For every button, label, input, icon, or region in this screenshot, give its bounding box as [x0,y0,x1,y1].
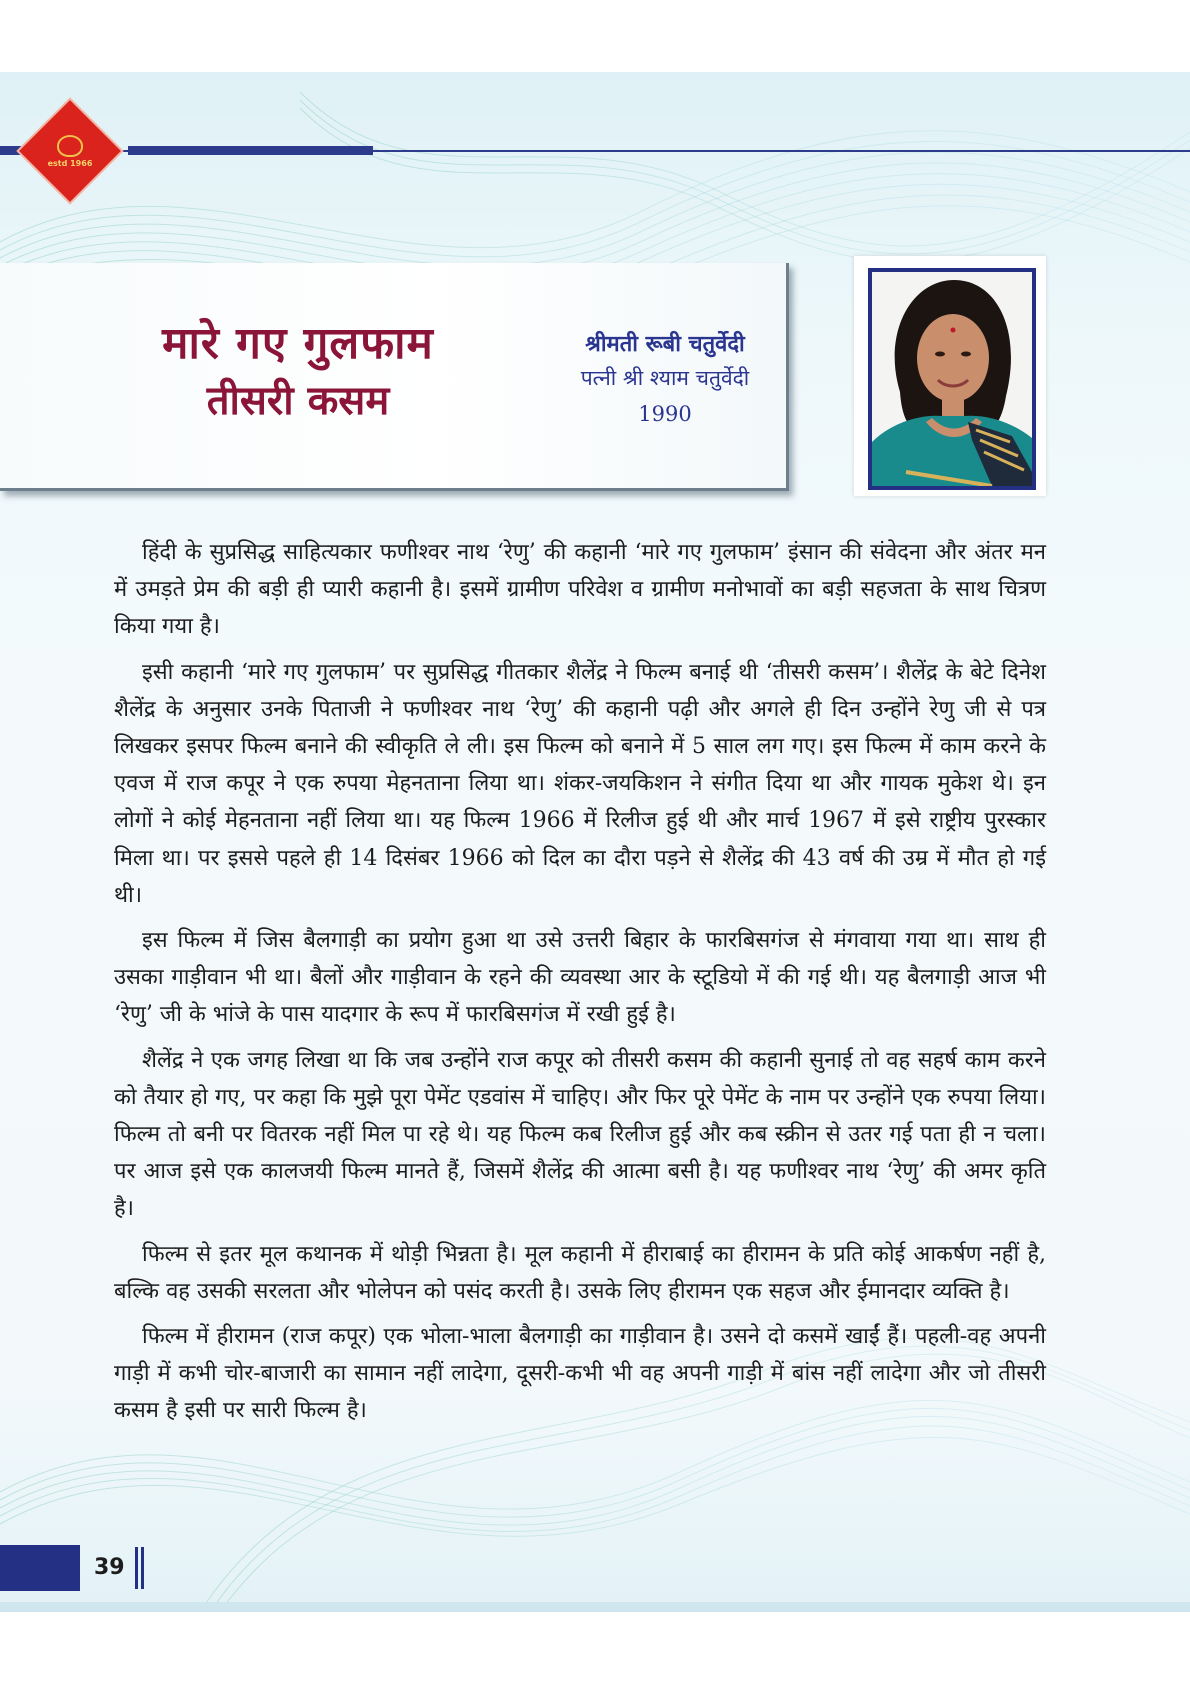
article-paragraph: इसी कहानी ‘मारे गए गुलफाम’ पर सुप्रसिद्ध गीतकार शैलेंद्र ने फिल्म बनाई थी ‘तीसरी कसम’। शैलेंद्र के बेटे दिनेश शैलेंद्र के अनुसार उनके पिताजी ने फणीश्वर नाथ ‘रेणु’ की कहानी पढ़ी और अगले ही दिन उन्होंने रेणु जी से पत्र लिखकर इसपर फिल्म बनाने की स्वीकृति ले ली। इस फिल्म को बनाने में 5 साल लग गए। इस फिल्म में काम करने के एवज में राज कपूर ने एक रुपया मेहनताना लिया था। शंकर-जयकिशन ने संगीत दिया था और गायक मुकेश थे। इन लोगों ने कोई मेहनताना नहीं लिया था। यह फिल्म 1966 में रिलीज हुई थी और मार्च 1967 में इसे राष्ट्रीय पुरस्कार मिला था। पर इससे पहले ही 14 दिसंबर 1966 को दिल का दौरा पड़ने से शैलेंद्र की 43 वर्ष की उम्र में मौत हो गई थी। [114,659,1046,908]
article-paragraph: फिल्म से इतर मूल कथानक में थोड़ी भिन्नता है। मूल कहानी में हीराबाई का हीरामन के प्रति कोई आकर्षण नहीं है, बल्कि वह उसकी सरलता और भोलेपन को पसंद करती है। उसके लिए हीरामन एक सहज और ईमानदार व्यक्ति है। [114,1241,1046,1304]
page-number-block [0,1545,80,1591]
article-body [114,534,1046,1438]
article-paragraph: हिंदी के सुप्रसिद्ध साहित्यकार फणीश्वर नाथ ‘रेणु’ की कहानी ‘मारे गए गुलफाम’ इंसान की संवेदना और अंतर मन में उमड़ते प्रेम की बड़ी ही प्यारी कहानी है। इसमें ग्रामीण परिवेश व ग्रामीण मनोभावों का बड़ी सहजता के साथ चित्रण किया गया है। [114,540,1046,640]
article-paragraph: फिल्म में हीरामन (राज कपूर) एक भोला-भाला बैलगाड़ी का गाड़ीवान है। उसने दो कसमें खाईं हैं। पहली-वह अपनी गाड़ी में कभी चोर-बाजारी का सामान नहीं लादेगा, दूसरी-कभी भी वह अपनी गाड़ी में बांस नहीं लादेगा और जो तीसरी कसम है इसी पर सारी फिल्म है। [114,1324,1046,1424]
article-paragraph: इस फिल्म में जिस बैलगाड़ी का प्रयोग हुआ था उसे उत्तरी बिहार के फारबिसगंज से मंगवाया गया था। साथ ही उसका गाड़ीवान भी था। बैलों और गाड़ीवान के रहने की व्यवस्था आर के स्टूडियो में की गई थी। यह बैलगाड़ी आज भी ‘रेणु’ जी के भांजे के पास यादगार के रूप में फारबिसगंज में रखी हुई है। [114,928,1046,1028]
logo-estd-text: estd 1966 [47,158,93,168]
author-year: 1990 [638,402,692,426]
page-number-divider [141,1547,144,1589]
page-number: 39 [94,1555,125,1580]
header-rule-accent [128,146,373,155]
author-block [560,327,770,433]
page-number-divider [135,1547,138,1589]
article-subtitle: तीसरी कसम [206,378,390,424]
author-name: श्रीमती रूबी चतुर्वेदी [585,331,745,357]
article-paragraph: शैलेंद्र ने एक जगह लिखा था कि जब उन्होंने राज कपूर को तीसरी कसम की कहानी सुनाई तो वह सहर्ष काम करने को तैयार हो गए, पर कहा कि मुझे पूरा पेमेंट एडवांस में चाहिए। और फिर पूरे पेमेंट के नाम पर उन्होंने एक रुपया लिया। फिल्म तो बनी पर वितरक नहीं मिल पा रहे थे। यह फिल्म कब रिलीज हुई और कब स्क्रीन से उतर गई पता ही न चला। पर आज इसे एक कालजयी फिल्म मानते हैं, जिसमें शैलेंद्र की आत्मा बसी है। यह फणीश्वर नाथ ‘रेणु’ की अमर कृति है। [114,1047,1046,1222]
footer-strip [0,1602,1190,1612]
author-portrait-photo [868,268,1036,490]
laurel-emblem-icon [57,135,83,157]
article-title: मारे गए गुलफाम [162,318,434,369]
author-relation: पत्नी श्री श्याम चतुर्वेदी [580,366,750,390]
